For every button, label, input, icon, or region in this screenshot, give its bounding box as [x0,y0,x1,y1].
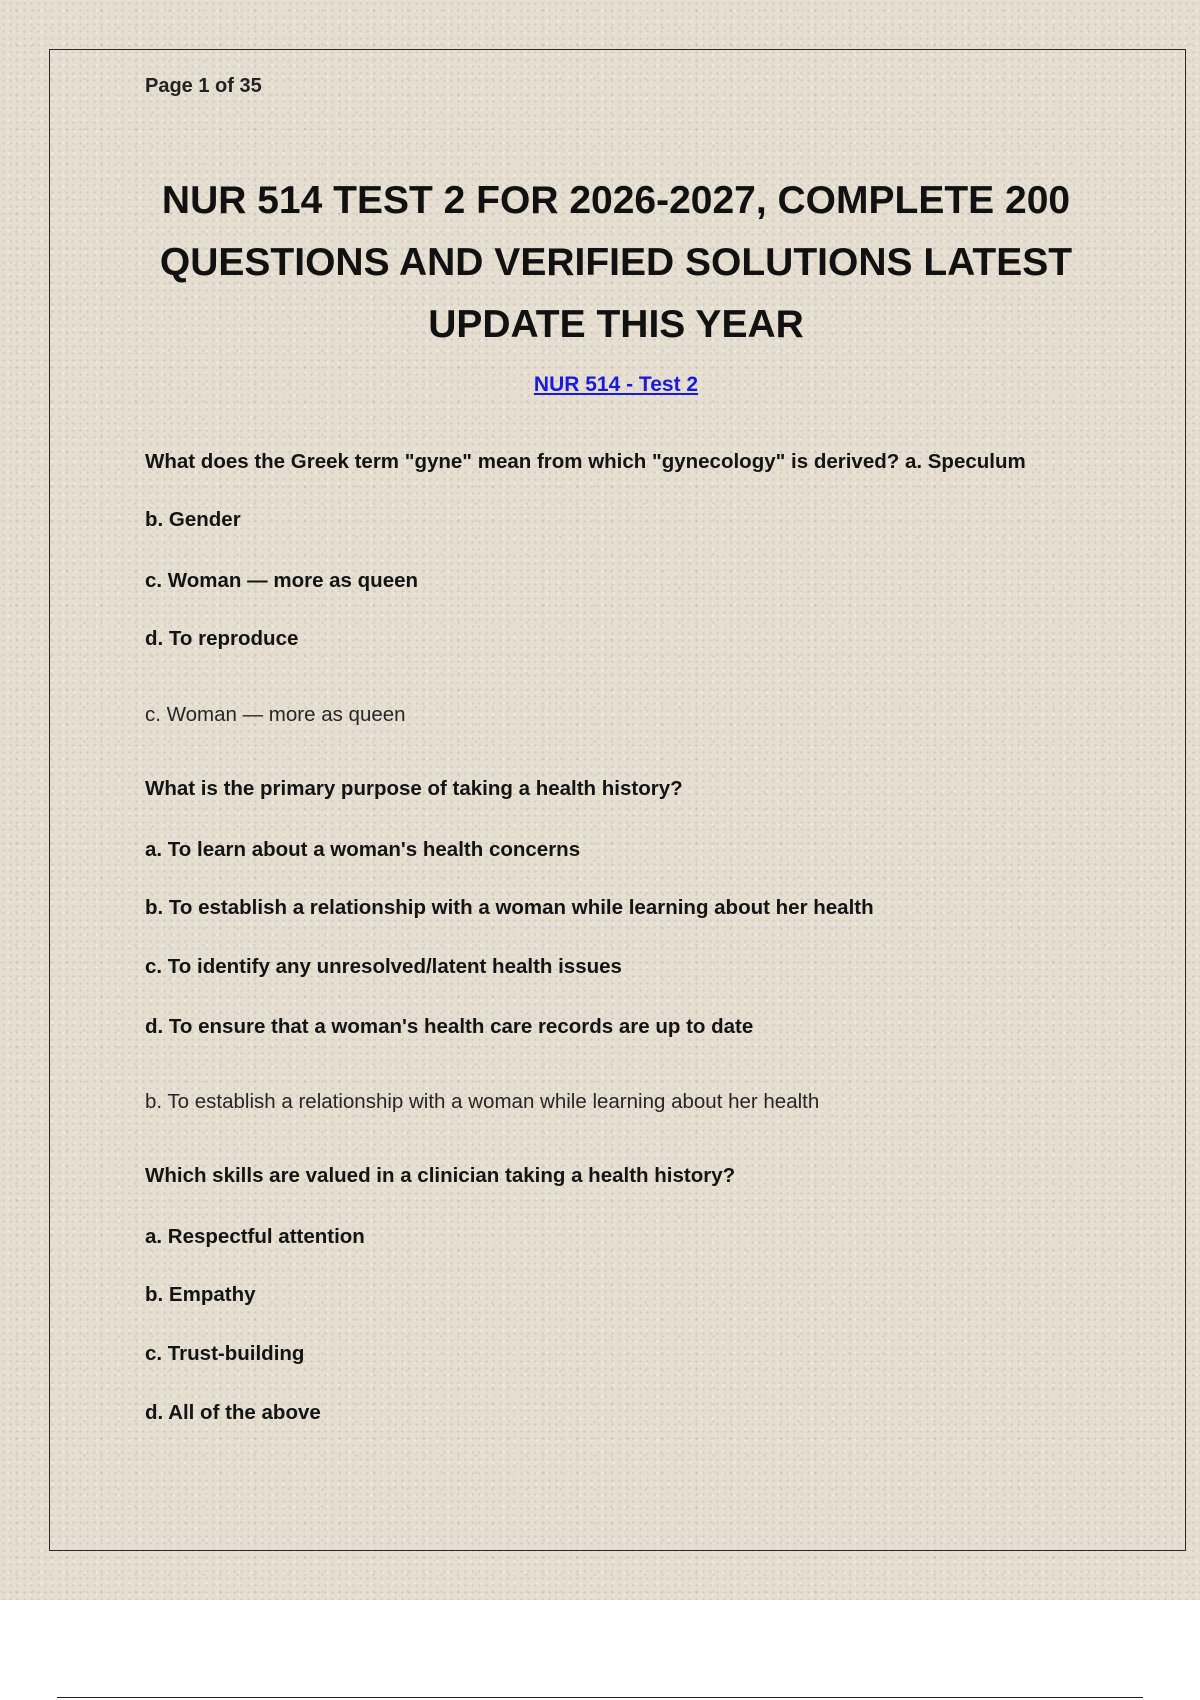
question-1-option: d. To reproduce [145,627,299,650]
question-2-text: What is the primary purpose of taking a health history? [145,777,683,800]
question-2-answer: b. To establish a relationship with a woman while learning about her health [145,1090,820,1113]
question-1-option: b. Gender [145,508,241,531]
title-line: QUESTIONS AND VERIFIED SOLUTIONS LATEST [159,241,1073,284]
question-2-option: a. To learn about a woman's health concerns [145,838,581,861]
question-3-option: b. Empathy [145,1283,256,1306]
question-2-option: d. To ensure that a woman's health care records are up to date [145,1015,754,1038]
question-1-option: c. Woman — more as queen [145,569,419,592]
question-2-option: c. To identify any unresolved/latent health issues [145,955,622,978]
page-number: Page 1 of 35 [145,75,262,97]
title-line: NUR 514 TEST 2 FOR 2026-2027, COMPLETE 200 [161,179,1071,222]
course-link-container [0,373,1200,397]
question-3-option: d. All of the above [145,1401,321,1424]
question-1-answer: c. Woman — more as queen [145,703,406,726]
title-line: UPDATE THIS YEAR [428,303,804,346]
question-3-text: Which skills are valued in a clinician taking a health history? [145,1164,736,1187]
question-3-option: c. Trust-building [145,1342,305,1365]
question-3-option: a. Respectful attention [145,1225,365,1248]
question-2-option: b. To establish a relationship with a woman while learning about her health [145,896,874,919]
question-1-text: What does the Greek term "gyne" mean from which "gynecology" is derived? a. Speculum [145,450,1026,473]
course-link[interactable]: NUR 514 - Test 2 [533,373,699,396]
document-title [120,170,1112,356]
footer-rule [57,1697,1143,1698]
